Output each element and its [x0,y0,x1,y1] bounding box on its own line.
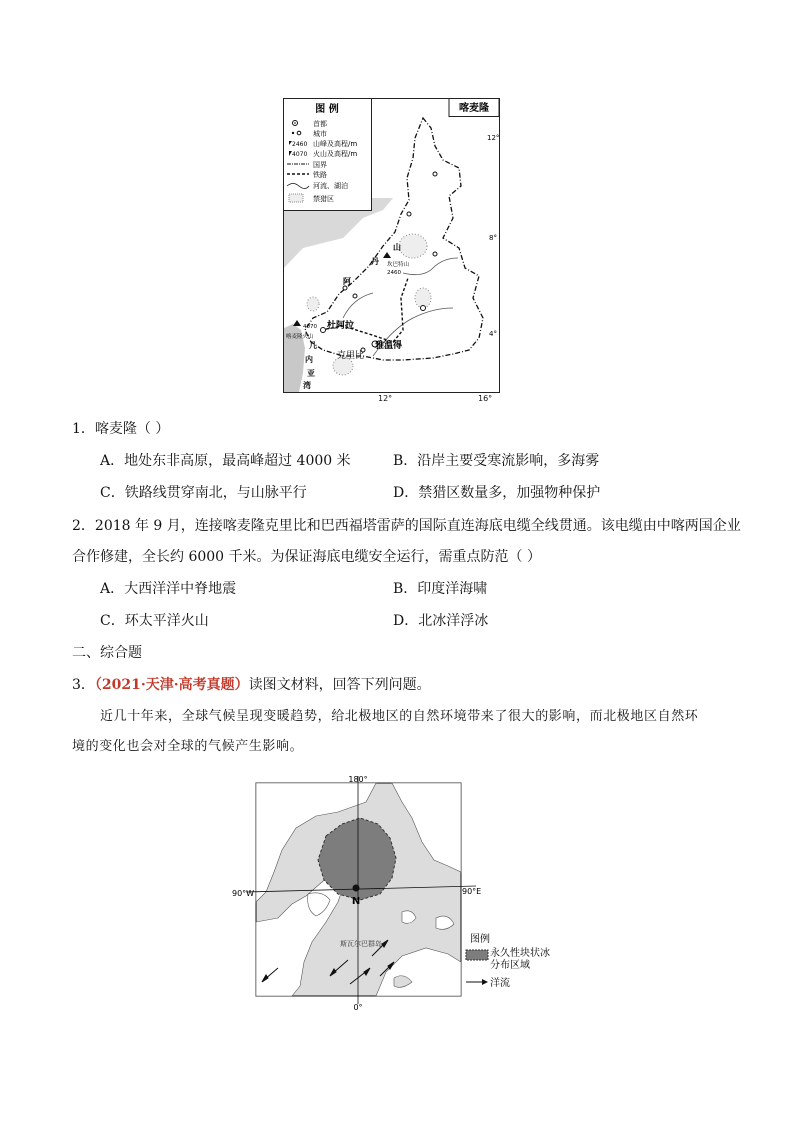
legend-title: 图 例 [315,104,339,115]
q2-option-b[interactable]: B．印度洋海啸 [393,581,488,597]
gulf-label: 亚 [307,369,315,378]
lon-90w-label: 90°W [232,889,255,898]
city-yaounde: 雅温得 [375,341,403,351]
legend-item: 火山及高程/m [313,150,358,158]
gulf-label: 湾 [303,381,311,390]
legend-title: 图例 [470,934,490,945]
city-dot [321,328,326,333]
legend-item: 铁路 [313,171,327,179]
q1-option-a[interactable]: A．地处东非高原，最高峰超过 4000 米 [100,453,351,469]
country-label: 喀麦隆 [459,103,489,114]
mountain-label: 丹 [371,257,379,266]
legend-volcano-num: 4070 [292,151,308,158]
gulf-label: 内 [305,355,313,364]
legend-item: 首都 [313,120,327,128]
q2-stem-line2: 合作修建，全长约 6000 千米。为保证海底电缆安全运行，需重点防范（ ） [72,549,541,565]
city-kribi: 克里比 [337,351,365,361]
lat-label: 4° [489,330,497,338]
plateau-label: 阿 [343,277,351,286]
q3-stem [72,674,431,696]
legend-item: 国界 [313,161,327,169]
city-dot [433,172,437,176]
legend-item: 河流、湖泊 [313,182,348,190]
q1-option-c[interactable]: C．铁路线贯穿南北，与山脉平行 [100,485,307,501]
reserve-area [307,297,319,311]
legend-ice-swatch [466,950,488,960]
q2-option-c[interactable]: C．环太平洋火山 [100,613,209,629]
q2-option-a[interactable]: A．大西洋洋中脊地震 [100,581,237,597]
svalbard-label: 斯瓦尔巴群岛 [340,940,382,948]
section-heading: 二、综合题 [72,645,142,661]
q3-paragraph-line1: 近几十年来，全球气候呈现变暖趋势，给北极地区的自然环境带来了很大的影响，而北极地区自然环 [100,709,699,724]
legend-item: 山峰及高程/m [313,140,358,148]
q3-paragraph-line2: 境的变化也会对全球的气候产生影响。 [72,739,304,754]
lon-90e-label: 90°E [462,887,482,896]
mountain-label: 山 [393,243,401,252]
legend-current: 洋流 [490,978,510,989]
lon-label-12: 12° [378,394,393,403]
q1-option-b[interactable]: B．沿岸主要受寒流影响，多海雾 [393,453,600,469]
legend-arrow-icon [482,979,488,985]
volcano-name: 喀麦隆火山 [286,334,314,340]
peak-elev: 2460 [387,270,401,276]
lon-0-label: 0° [353,1003,363,1012]
legend-item: 禁猎区 [313,195,334,203]
cameroon-map [283,98,501,394]
lat-label: 12° [487,134,500,142]
city-douala: 杜阿拉 [327,321,355,331]
reserve-area [399,234,427,258]
lon-180-label: 180° [348,775,368,784]
lat-label: 8° [489,234,497,242]
legend-peak-num: 2460 [292,141,308,148]
legend-item: 城市 [313,130,327,138]
city-dot [343,286,347,290]
legend-ice: 分布区域 [490,960,530,971]
city-dot [407,212,411,216]
q3-num: 3． [72,677,95,693]
city-dot [353,294,357,298]
city-dot [421,306,426,311]
peak-name: 坎巴特山 [387,262,410,268]
north-pole-dot [353,885,360,892]
q2-option-d[interactable]: D．北冰洋浮冰 [393,613,489,629]
city-dot [433,252,437,256]
lon-label-16: 16° [478,394,493,403]
legend-ice: 永久性块状冰 [490,948,550,959]
volcano-elev: 4070 [303,324,317,330]
q3-source: （2021·天津·高考真题） [94,677,249,693]
gulf-label: 几 [309,341,317,350]
q3-instruction: 读图文材料，回答下列问题。 [248,677,431,693]
q1-option-d[interactable]: D．禁猎区数量多，加强物种保护 [393,485,601,501]
arctic-map [226,772,576,1012]
q1-stem: 1．喀麦隆（ ） [72,421,170,437]
q2-stem-line1: 2．2018 年 9 月，连接喀麦隆克里比和巴西福塔雷萨的国际直连海底电缆全线贯通。该电缆由中喀两国企业 [72,518,741,534]
pole-label: N [351,896,361,907]
